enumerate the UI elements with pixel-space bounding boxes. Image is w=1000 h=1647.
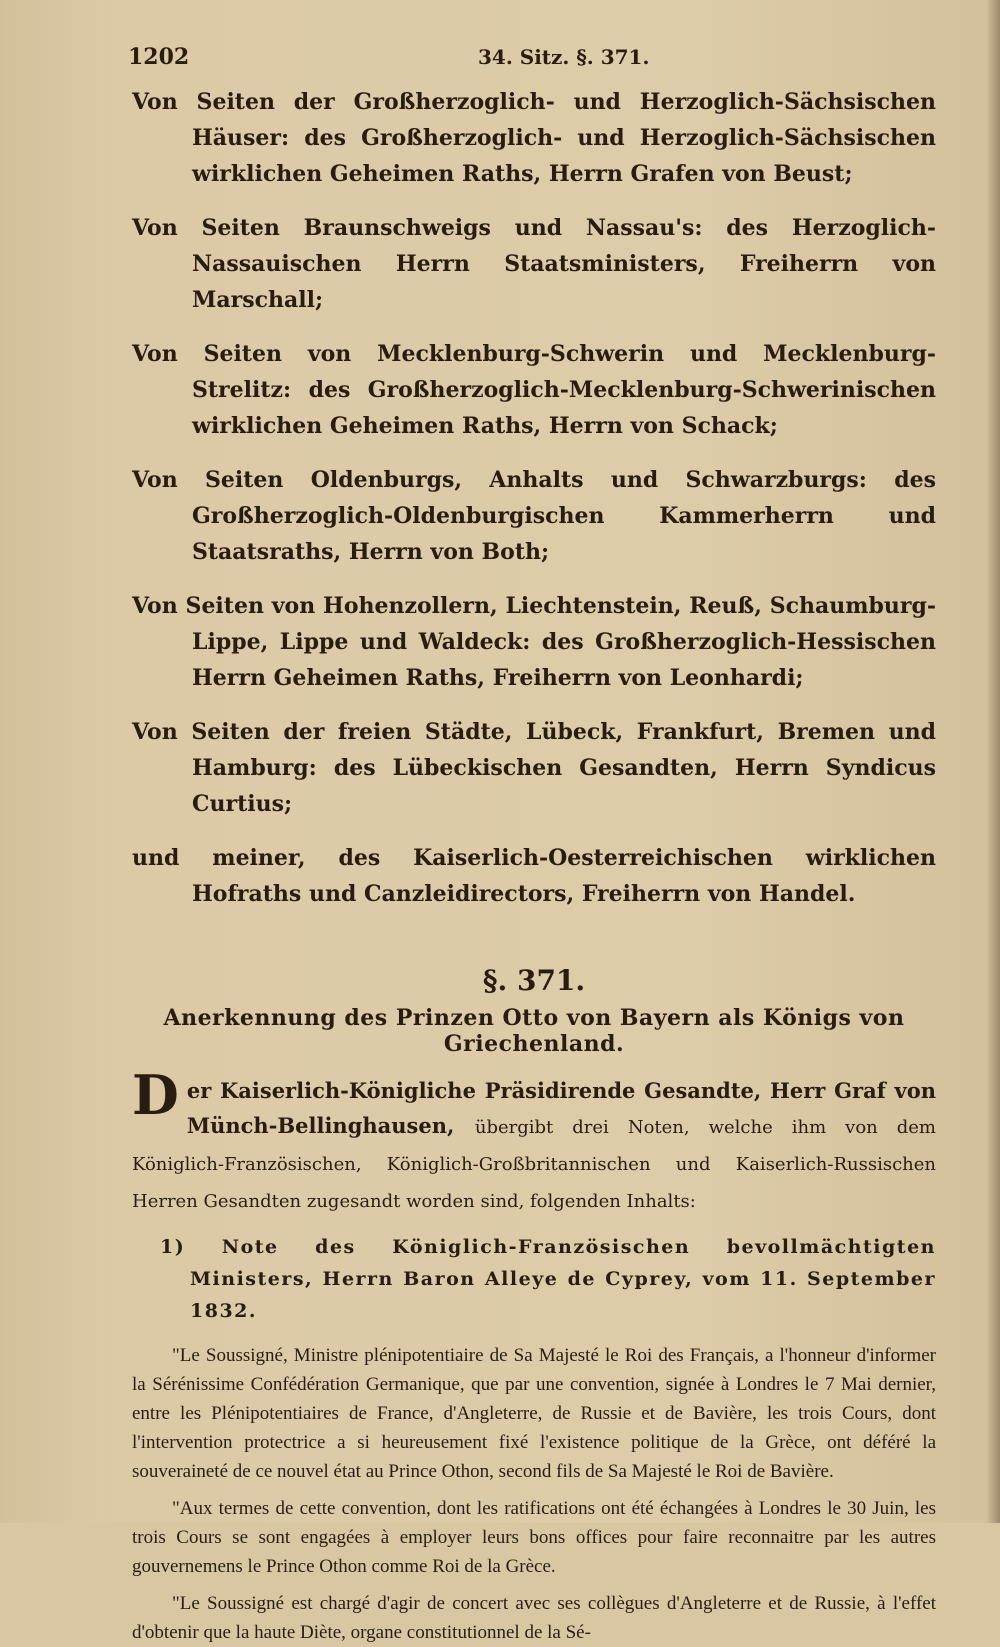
delegation-entry bbox=[132, 588, 936, 696]
french-paragraph: "Aux termes de cette convention, dont les ratifications ont été échangées à Londres le 30 Juin, les trois Cours se sont engagées à employer leurs bons offices pour faire reconnaitre par les autres gouvernemens le Prince Othon comme Roi de la Grèce. bbox=[132, 1498, 936, 1577]
note-heading: 1) Note des Königlich-Französischen bevollmächtigten Ministers, Herrn Baron Alleye de Cyprey, vom 11. September 1832. bbox=[160, 1236, 936, 1322]
running-head: 34. Sitz. §. 371. bbox=[478, 45, 650, 69]
closing-entry: und meiner, des Kaiserlich-Oesterreichischen wirklichen Hofraths und Canzleidirectors, Freiherrn von Handel. bbox=[132, 845, 936, 907]
entry-prefix: Von Seiten von Mecklenburg-Schwerin und Mecklenburg-Strelitz: bbox=[132, 341, 936, 403]
page-header bbox=[128, 44, 936, 84]
drop-cap: D bbox=[132, 1063, 179, 1127]
entry-prefix: Von Seiten Braunschweigs und Nassau's: bbox=[132, 215, 703, 241]
intro-rest: übergibt drei Noten, welche ihm von dem Königlich-Französischen, Königlich-Großbritannischen und Kaiserlich-Russischen Herren Gesandten zugesandt worden sind, folgenden Inhalts: bbox=[132, 1117, 936, 1212]
delegation-entry bbox=[132, 714, 936, 822]
french-paragraph: "Le Soussigné, Ministre plénipotentiaire de Sa Majesté le Roi des Français, a l'honneur d'informer la Sérénissime Confédération Germanique, que par une convention, signée à Londres le 7 Mai dernier, entre les Plénipotentiaires de France, d'Angleterre, de Russie et de Bavière, les trois Cours, dont l'intervention protectrice a si heureusement fixé l'existence politique de la Grèce, ont déféré la souveraineté de ce nouvel état au Prince Othon, second fils de Sa Majesté le Roi de Bavière. bbox=[132, 1345, 936, 1482]
section-title: Anerkennung des Prinzen Otto von Bayern als Königs von Griechenland. bbox=[163, 1005, 905, 1057]
section-number: §. 371. bbox=[482, 964, 586, 997]
intro-bold: er Kaiserlich-Königliche Präsidirende Gesandte, Herr Graf von Münch-Bellinghausen, bbox=[186, 1078, 936, 1138]
delegation-entry bbox=[132, 84, 936, 192]
entry-prefix: Von Seiten der Großherzoglich- und Herzoglich-Sächsischen Häuser: bbox=[132, 89, 936, 151]
entry-prefix: Von Seiten von Hohenzollern, Liechtenstein, Reuß, Schaumburg-Lippe, Lippe und Waldeck: bbox=[132, 593, 936, 655]
section-intro bbox=[132, 1063, 936, 1219]
entry-text: des Herzoglich-Nassauischen Herrn Staatsministers, Freiherrn von Marschall; bbox=[192, 215, 936, 313]
page-edge-shadow bbox=[986, 0, 1000, 1523]
delegation-entry bbox=[132, 210, 936, 318]
entry-text: des Lübeckischen Gesandten, Herrn Syndicus Curtius; bbox=[192, 755, 936, 817]
delegation-entry bbox=[132, 336, 936, 444]
french-paragraph: "Le Soussigné est chargé d'agir de concert avec ses collègues d'Angleterre et de Russie, à l'effet d'obtenir que la haute Diète, organe constitutionnel de la Sé- bbox=[132, 1593, 936, 1643]
entry-text: des Großherzoglich-Mecklenburg-Schwerinischen wirklichen Geheimen Raths, Herrn von Schack; bbox=[192, 377, 936, 439]
entry-prefix: Von Seiten Oldenburgs, Anhalts und Schwarzburgs: bbox=[132, 467, 867, 493]
entry-text: des Großherzoglich-Oldenburgischen Kammerherrn und Staatsraths, Herrn von Both; bbox=[192, 467, 936, 565]
entry-prefix: Von Seiten der freien Städte, Lübeck, Frankfurt, Bremen und Hamburg: bbox=[132, 719, 936, 781]
page-number: 1202 bbox=[128, 44, 190, 70]
entry-text: des Großherzoglich-Hessischen Herrn Geheimen Raths, Freiherrn von Leonhardi; bbox=[192, 629, 936, 691]
entry-text: des Großherzoglich- und Herzoglich-Sächsischen wirklichen Geheimen Raths, Herrn Grafen von Beust; bbox=[192, 125, 936, 187]
delegation-entry bbox=[132, 462, 936, 570]
